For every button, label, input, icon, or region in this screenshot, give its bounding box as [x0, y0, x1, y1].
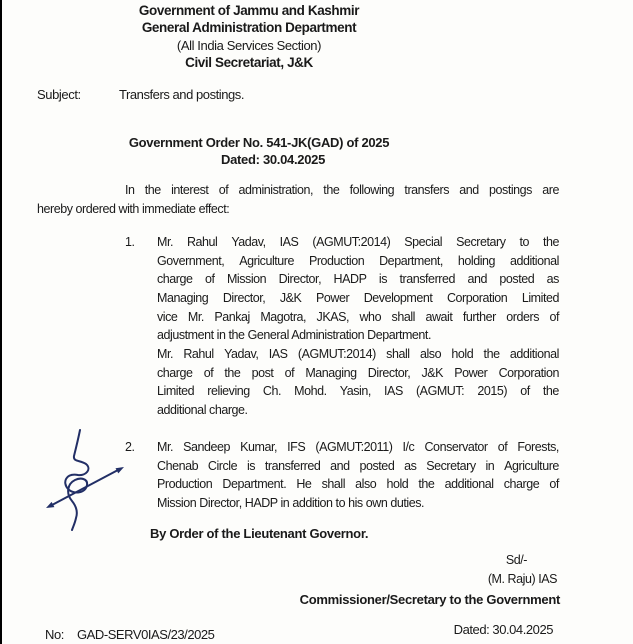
text-line [157, 382, 559, 401]
word: vice [157, 309, 178, 324]
word: holding [457, 253, 496, 268]
word: He [296, 477, 312, 492]
word: posted [359, 458, 395, 473]
word: (AGMUT:2014) [312, 235, 391, 249]
word: and [330, 458, 350, 473]
letterhead-section: (All India Services Section) [176, 37, 322, 53]
item-paragraph [157, 345, 559, 420]
text-line: hereby ordered with immediate effect: [37, 201, 230, 216]
signatory-designation: Commissioner/Secretary to the Government [299, 592, 560, 607]
footer-date-line: Dated: 30.04.2025 [453, 622, 553, 637]
word: additional [509, 346, 559, 361]
word: Mission [226, 272, 267, 287]
word: Mohd. [294, 384, 327, 399]
word: administration, [238, 183, 314, 197]
word: Limited [157, 384, 195, 399]
word: (AGMUT:2011) [315, 440, 393, 454]
word: shall [386, 346, 410, 361]
text-line: Mission Director, HADP in addition to his own duties. [157, 495, 425, 510]
item-number: 1. [125, 235, 135, 249]
word: Yasin, [339, 384, 371, 399]
ref-value: GAD-SERV0IAS/23/2025 [77, 627, 215, 642]
text-line [157, 289, 559, 308]
text-line [157, 270, 559, 289]
word: of [284, 365, 295, 380]
word: of [549, 309, 559, 324]
text-line: additional charge. [157, 402, 248, 417]
signature-cross-stroke [52, 470, 118, 505]
word: following [349, 183, 395, 197]
signature-scribble [36, 424, 128, 536]
by-order-line: By Order of the Lieutenant Governor. [150, 526, 369, 541]
word: is [246, 458, 256, 473]
letterhead-org: Government of Jammu and Kashmir [138, 3, 360, 18]
word: the [323, 183, 340, 197]
word: JKAS, [316, 309, 350, 324]
intro-paragraph [37, 181, 559, 218]
word: in [485, 458, 495, 473]
text-line [157, 252, 559, 271]
word: Special [404, 235, 443, 249]
word: and [459, 183, 479, 197]
word: shall [391, 309, 415, 324]
word: Rahul [186, 235, 218, 249]
word: posted [499, 272, 535, 287]
word: 2015) [477, 384, 508, 399]
word: IAS [279, 235, 299, 249]
word: Agriculture [239, 253, 295, 268]
word: additional [509, 253, 559, 268]
text-line [157, 475, 559, 494]
word: also [419, 346, 442, 361]
word: as [404, 458, 417, 473]
word: J&K [421, 365, 444, 380]
ref-label: No: [45, 627, 64, 642]
word: Corporation [446, 290, 508, 305]
word: hold [451, 346, 474, 361]
word: (AGMUT: [415, 384, 465, 399]
word: Director, [278, 272, 322, 287]
word: to [519, 235, 529, 249]
word: I/c [402, 440, 415, 454]
letterhead-secretariat: Civil Secretariat, J&K [185, 55, 313, 71]
word: are [542, 183, 559, 197]
text-line: adjustment in the General Administration Department. [157, 328, 431, 343]
word: IAS [384, 384, 403, 399]
item-paragraph [157, 233, 559, 345]
letterhead-department: General Administration Department [141, 20, 357, 36]
word: postings [489, 183, 532, 197]
word: of [203, 365, 214, 380]
word: transferred [264, 458, 321, 473]
word: of [549, 477, 559, 492]
word: Director, [367, 365, 411, 380]
word: Production [157, 477, 213, 492]
item-paragraph [157, 438, 559, 513]
sd-line: Sd/- [505, 553, 527, 567]
word: the [144, 183, 161, 197]
text-line [37, 181, 559, 200]
signatory-name: (M. Raju) IAS [487, 572, 557, 586]
word: who [359, 309, 382, 324]
word: hold [386, 477, 409, 492]
text-line [157, 345, 559, 364]
word: J&K [279, 290, 302, 305]
subject-label: Subject: [37, 87, 81, 102]
word: Development [363, 290, 433, 305]
word: also [355, 477, 377, 492]
word: of [204, 272, 215, 287]
word: Circle [207, 458, 238, 473]
word: Department, [379, 253, 443, 268]
word: the [483, 346, 500, 361]
text-line [157, 438, 559, 457]
subject-value: Transfers and postings. [119, 87, 245, 102]
word: Chenab [157, 458, 199, 473]
word: Power [454, 365, 488, 380]
order-item-2 [125, 438, 559, 513]
word: charge [157, 272, 193, 287]
word: Mr. [157, 440, 174, 454]
text-line [157, 308, 559, 327]
word: Mr. [157, 346, 174, 361]
word: Mr. [187, 309, 204, 324]
word: Power [315, 290, 350, 305]
word: Mr. [157, 235, 174, 249]
word: relieving [207, 384, 250, 399]
word: interest [171, 183, 209, 197]
word: Magotra, [260, 309, 307, 324]
word: Sandeep [183, 440, 231, 454]
order-dated-line: Dated: 30.04.2025 [220, 151, 326, 167]
word: Department. [222, 477, 287, 492]
word: the [542, 235, 559, 249]
arrowhead-down-left [46, 502, 54, 508]
word: the [418, 477, 435, 492]
word: and [467, 272, 487, 287]
word: Limited [521, 290, 559, 305]
order-title [2, 135, 516, 169]
word: the [224, 365, 241, 380]
word: (AGMUT:2014) [297, 346, 376, 361]
word: additional [444, 477, 494, 492]
word: post [251, 365, 274, 380]
word: charge [157, 365, 193, 380]
word: Corporation [498, 365, 559, 380]
word: Secretary [456, 235, 506, 249]
word: Production [308, 253, 365, 268]
word: further [462, 309, 496, 324]
text-line [157, 457, 559, 476]
order-number-line: Government Order No. 541-JK(GAD) of 2025 [128, 135, 390, 150]
word: shall [321, 477, 346, 492]
word: Conservator [424, 440, 488, 454]
word: charge [503, 477, 540, 492]
word: of [497, 440, 508, 454]
word: Forests, [517, 440, 559, 454]
word: Agriculture [504, 458, 559, 473]
order-item-1 [125, 233, 559, 420]
word: is [378, 272, 388, 287]
text-line [157, 364, 559, 383]
word: Managing [157, 290, 209, 305]
word: Ch. [262, 384, 282, 399]
signature-loop-stroke [65, 430, 88, 530]
letterhead [2, 2, 496, 72]
word: IAS [268, 346, 288, 361]
word: the [542, 384, 559, 399]
word: Secretary [426, 458, 476, 473]
word: await [425, 309, 453, 324]
word: Government, [157, 253, 225, 268]
word: as [546, 272, 559, 287]
word: Director, [222, 290, 266, 305]
subject-row [37, 87, 244, 102]
word: Managing [305, 365, 357, 380]
word: Yadav, [224, 346, 259, 361]
arrowhead-up-right [116, 467, 125, 473]
word: Pankaj [214, 309, 250, 324]
ref-number-line [45, 627, 214, 642]
word: transferred [399, 272, 455, 287]
word: transfers [404, 183, 449, 197]
word: of [218, 183, 229, 197]
word: Kumar, [240, 440, 278, 454]
word: HADP [333, 272, 367, 287]
item-number: 2. [125, 440, 135, 454]
word: Yadav, [231, 235, 266, 249]
word: orders [506, 309, 540, 324]
word: of [520, 384, 530, 399]
word: In [125, 183, 135, 197]
text-line [157, 233, 559, 252]
word: Rahul [183, 346, 214, 361]
word: IFS [287, 440, 306, 454]
